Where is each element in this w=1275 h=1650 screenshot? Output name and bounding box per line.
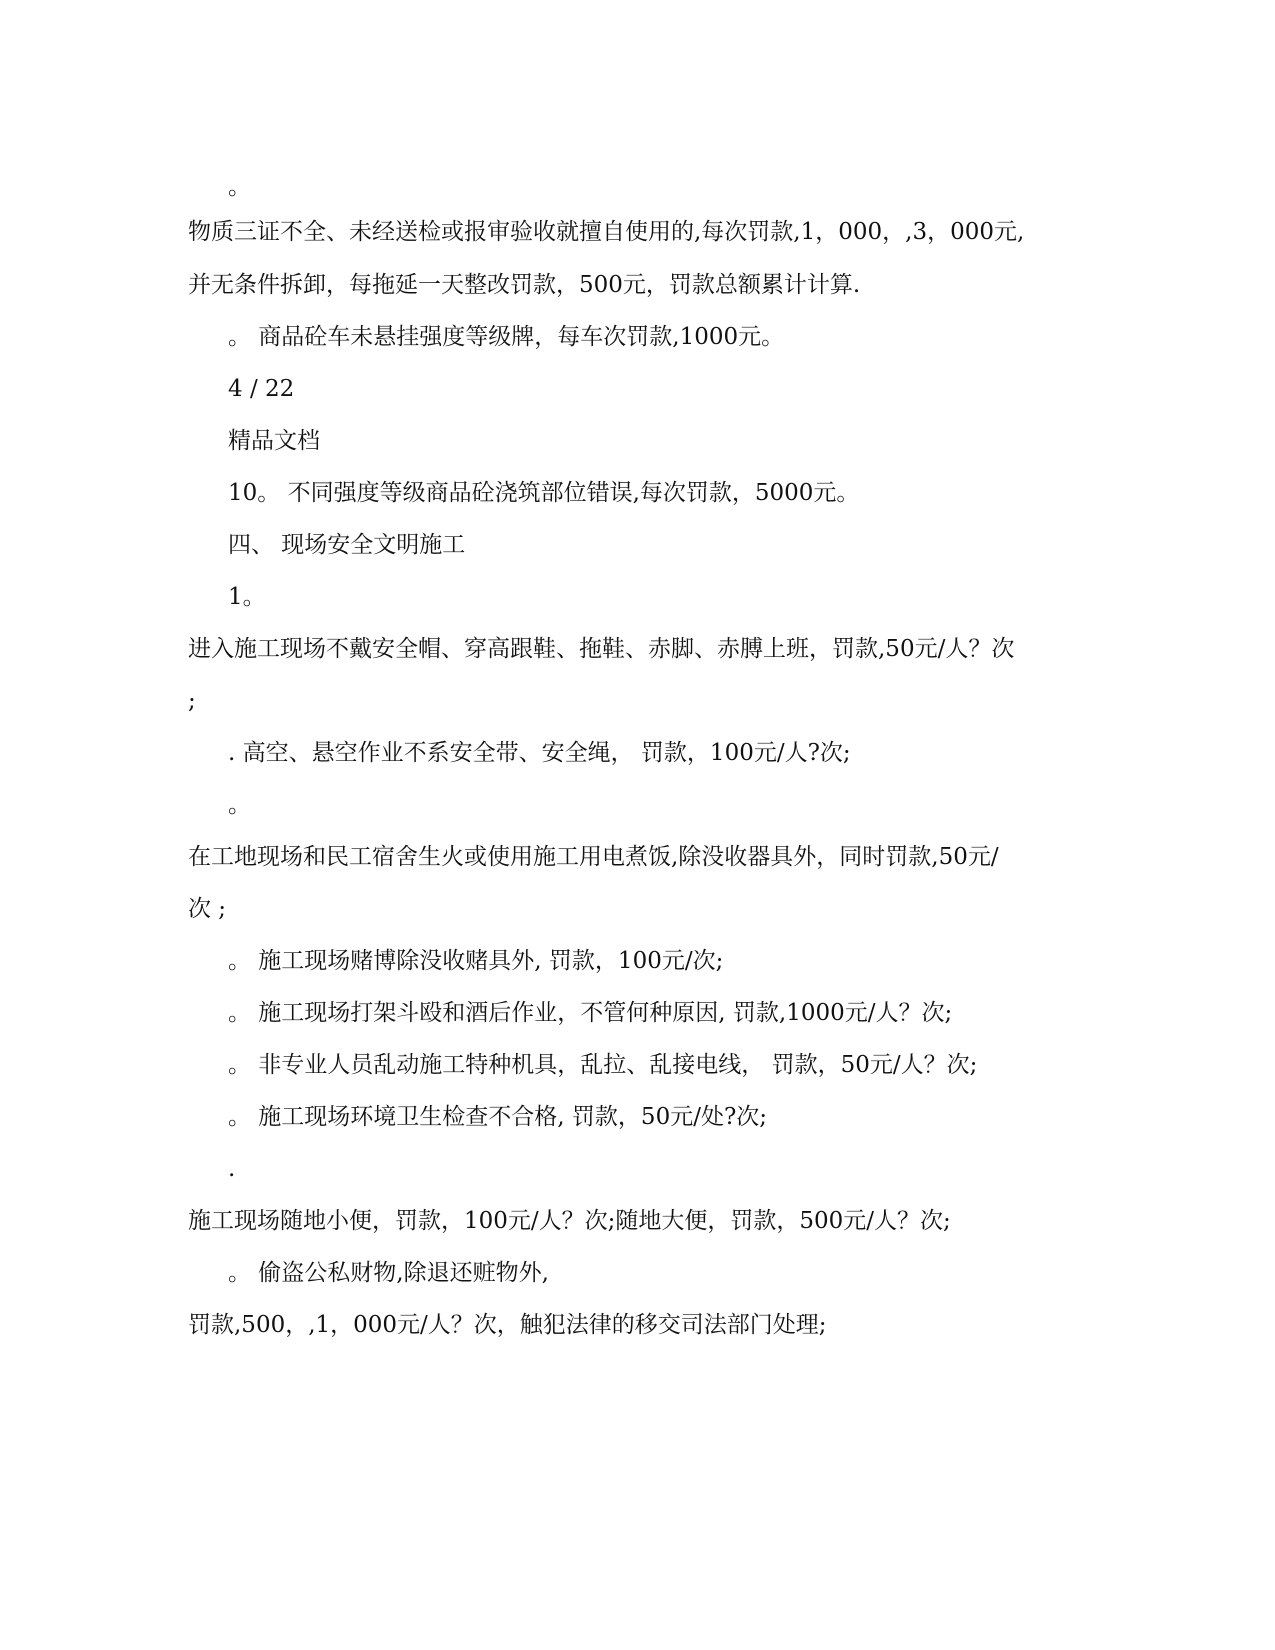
page-number: 4 / 22: [228, 376, 295, 402]
text-line: 次 ;: [188, 896, 227, 922]
text-line: 在工地现场和民工宿舍生火或使用施工用电煮饭,除没收器具外，同时罚款,50元/: [188, 844, 999, 870]
text-line: 。: [228, 792, 251, 818]
text-line: 。 施工现场赌博除没收赌具外, 罚款，100元/次;: [228, 948, 724, 974]
section-heading: 四、 现场安全文明施工: [228, 532, 466, 558]
text-line: 。 商品砼车未悬挂强度等级牌，每车次罚款,1000元。: [228, 324, 785, 350]
text-line: 罚款,500，,1，000元/人？次，触犯法律的移交司法部门处理;: [188, 1312, 827, 1338]
text-line: 物质三证不全、未经送检或报审验收就擅自使用的,每次罚款,1，000，,3，000元,: [188, 219, 1025, 245]
text-line: 1。: [228, 584, 266, 610]
text-line: 进入施工现场不戴安全帽、穿高跟鞋、拖鞋、赤脚、赤膊上班，罚款,50元/人？次: [188, 636, 1015, 662]
text-line: 并无条件拆卸，每拖延一天整改罚款，500元，罚款总额累计计算.: [188, 272, 861, 298]
text-line: 。 施工现场环境卫生检查不合格, 罚款，50元/处?次;: [228, 1104, 768, 1130]
text-line: 。: [228, 174, 251, 200]
text-line: ;: [188, 688, 196, 714]
text-line: .: [228, 1156, 236, 1182]
text-line: 施工现场随地小便，罚款，100元/人？次;随地大便，罚款，500元/人？次;: [188, 1208, 951, 1234]
text-line: 10。 不同强度等级商品砼浇筑部位错误,每次罚款，5000元。: [228, 480, 860, 506]
text-line: . 高空、悬空作业不系安全带、安全绳， 罚款，100元/人?次;: [228, 740, 851, 766]
text-line: 。 非专业人员乱动施工特种机具，乱拉、乱接电线， 罚款，50元/人？次;: [228, 1052, 978, 1078]
document-label: 精品文档: [228, 428, 320, 454]
text-line: 。 施工现场打架斗殴和酒后作业，不管何种原因, 罚款,1000元/人？次;: [228, 1000, 953, 1026]
text-line: 。 偷盗公私财物,除退还赃物外,: [228, 1260, 549, 1286]
